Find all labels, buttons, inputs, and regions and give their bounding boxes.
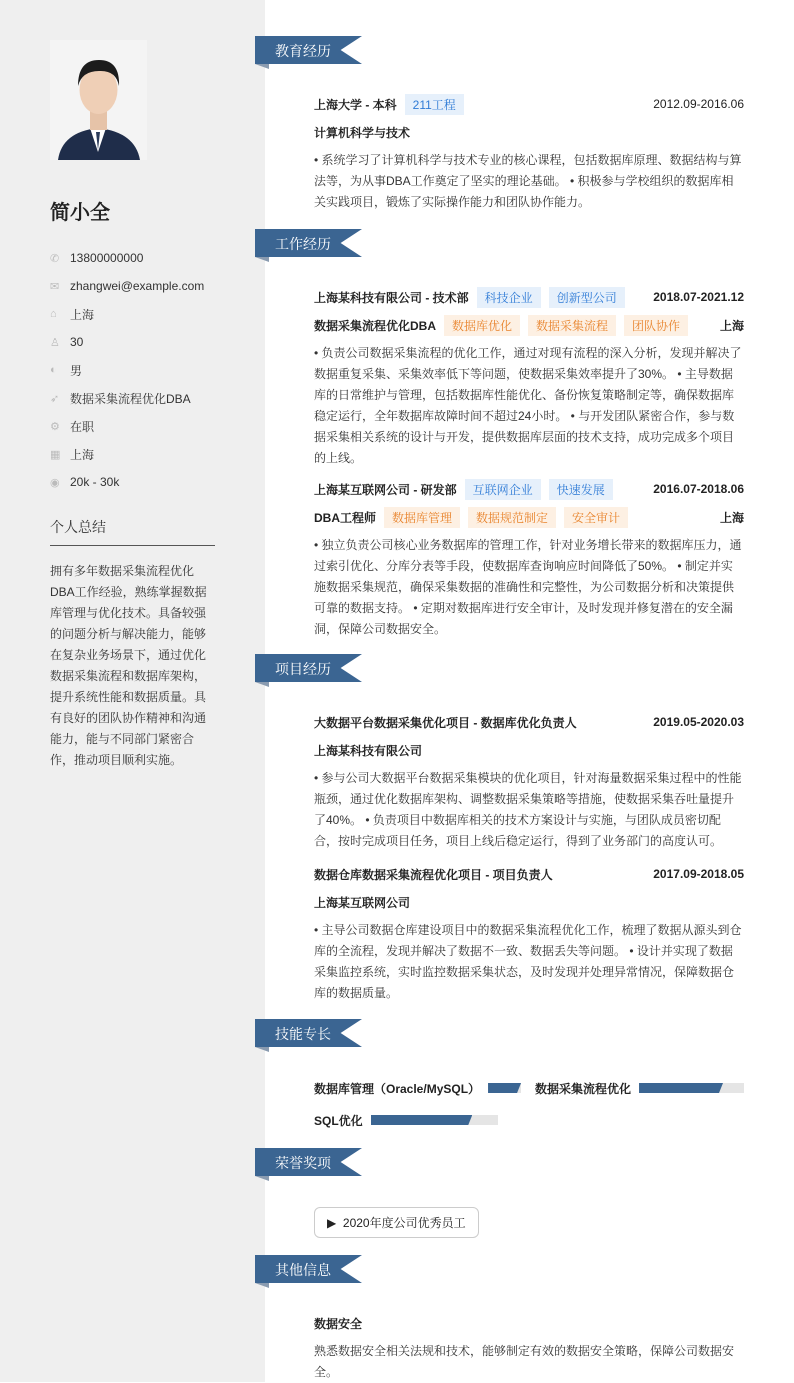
skill-bar-fill: [488, 1083, 521, 1093]
company: 上海某互联网公司 - 研发部: [314, 482, 457, 497]
age: 30: [70, 335, 84, 349]
sidebar: [0, 0, 265, 1382]
other-entry: [314, 1309, 744, 1383]
skill-tag: 数据库优化: [444, 315, 520, 336]
candidate-name: 简小全: [50, 202, 110, 224]
company-tag: 创新型公司: [549, 287, 625, 308]
major: 计算机科学与技术: [314, 125, 411, 140]
project-company: 上海某科技有限公司: [314, 743, 423, 758]
section-title: 工作经历: [275, 236, 331, 252]
salary: 20k - 30k: [70, 475, 120, 489]
section-header-skills: [255, 1019, 362, 1047]
project-company: 上海某互联网公司: [314, 895, 411, 910]
contact-info: [50, 244, 220, 496]
skill-bar: [639, 1083, 744, 1093]
home-icon: ⌂: [50, 308, 57, 320]
project-title: 数据仓库数据采集流程优化项目 - 项目负责人: [314, 867, 553, 882]
position: 数据采集流程优化DBA: [70, 391, 191, 406]
gender: 男: [70, 363, 83, 378]
summary-title: 个人总结: [50, 517, 215, 546]
company: 上海某科技有限公司 - 技术部: [314, 290, 469, 305]
gender-icon: ◐: [50, 364, 57, 376]
role: 数据采集流程优化DBA: [314, 318, 436, 333]
email: zhangwei@example.com: [70, 279, 205, 293]
phone: 13800000000: [70, 251, 144, 265]
project-desc: • 主导公司数据仓库建设项目中的数据采集流程优化工作，梳理了数据从源头到仓库的全流程，发现并解决了数据不一致、数据丢失等问题。 • 设计并实现了数据采集监控系统，实时监控数据采集状态，及时发现并处理异常情况，保障数据仓库的数据质量。: [314, 923, 742, 1000]
project-entry: [314, 860, 744, 1004]
work-city: 上海: [719, 510, 744, 525]
skill-name: SQL优化: [314, 1113, 363, 1128]
work-date: 2016.07-2018.06: [653, 482, 744, 496]
skill-tag: 数据库管理: [384, 507, 460, 528]
section-header-project: [255, 654, 362, 682]
avatar-photo: [50, 40, 147, 160]
skill-bar-fill: [639, 1083, 723, 1093]
section-title: 技能专长: [275, 1026, 331, 1042]
project-title: 大数据平台数据采集优化项目 - 数据库优化负责人: [314, 715, 577, 730]
section-title: 教育经历: [275, 43, 331, 59]
work-desc: • 独立负责公司核心业务数据库的管理工作，针对业务增长带来的数据库压力，通过索引优化、分库分表等手段，使数据库查询响应时间降低了50%。 • 制定并实施数据采集规范，确保采集数据的准确性和完整性，为公司数据分析和决策提供可靠的数据支持。 • 定期对数据库进行安全审计，及时发现并修复潜在的安全漏洞，保障公司数据安全。: [314, 538, 742, 636]
school: 上海大学 - 本科: [314, 97, 397, 112]
project-date: 2019.05-2020.03: [653, 715, 744, 729]
education-date: 2012.09-2016.06: [653, 97, 744, 111]
section-title: 项目经历: [275, 661, 331, 677]
project-desc: • 参与公司大数据平台数据采集模块的优化项目，针对海量数据采集过程中的性能瓶颈，通过优化数据库架构、调整数据采集策略等措施，使数据采集吞吐量提升了40%。 • 负责项目中数据库相关的技术方案设计与实施，与团队成员密切配合，按时完成项目任务，项目上线后稳定运行，得到了业务部门的高度认可。: [314, 771, 742, 848]
phone-icon: ✆: [50, 252, 60, 265]
section-title: 荣誉奖项: [275, 1155, 331, 1171]
role: DBA工程师: [314, 510, 376, 525]
project-date: 2017.09-2018.05: [653, 867, 744, 881]
work-entry: [314, 475, 744, 640]
education-entry: [314, 90, 744, 213]
company-tag: 科技企业: [477, 287, 541, 308]
summary-text: 拥有多年数据采集流程优化DBA工作经验，熟练掌握数据库管理与优化技术。具备较强的问题分析与解决能力，能够在复杂业务场景下，通过优化数据采集流程和数据库架构，提升系统性能和数据质量。具有良好的团队协作精神和沟通能力，能与不同部门紧密合作，推动项目顺利实施。: [50, 564, 207, 767]
skill-tag: 数据采集流程: [528, 315, 616, 336]
age-icon: ♙: [50, 336, 60, 349]
send-icon: ➶: [50, 392, 60, 405]
skill-tag: 安全审计: [564, 507, 628, 528]
section-title: 其他信息: [275, 1262, 331, 1278]
education-desc: • 系统学习了计算机科学与技术专业的核心课程，包括数据库原理、数据结构与算法等，为从事DBA工作奠定了坚实的理论基础。 • 积极参与学校组织的数据库相关实践项目，锻炼了实际操作能力和团队协作能力。: [314, 153, 742, 209]
skill-tag: 团队协作: [624, 315, 688, 336]
skill-bar-fill: [371, 1115, 473, 1125]
skill-name: 数据库管理（Oracle/MySQL）: [314, 1081, 481, 1096]
location: 上海: [70, 307, 95, 322]
work-city: 上海: [719, 318, 744, 333]
status-icon: ⚙: [50, 420, 60, 433]
company-tag: 互联网企业: [465, 479, 541, 500]
skill-bar: [488, 1083, 521, 1093]
other-title: 数据安全: [314, 1316, 363, 1331]
skill-bar: [371, 1115, 498, 1125]
building-icon: ▦: [50, 448, 61, 461]
skill-item: [314, 1110, 498, 1130]
project-entry: [314, 708, 744, 852]
skill-tag: 数据规范制定: [468, 507, 556, 528]
award-label: 2020年度公司优秀员工: [342, 1216, 466, 1230]
section-header-education: [255, 36, 362, 64]
company-tag: 快速发展: [549, 479, 613, 500]
email-icon: ✉: [50, 280, 60, 293]
status: 在职: [70, 419, 95, 434]
work-date: 2018.07-2021.12: [653, 290, 744, 304]
play-triangle-icon: ▶: [327, 1216, 337, 1230]
award-item[interactable]: [314, 1207, 479, 1238]
skill-name: 数据采集流程优化: [535, 1081, 632, 1096]
salary-icon: ◉: [50, 476, 60, 489]
section-header-other: [255, 1255, 362, 1283]
section-header-work: [255, 229, 362, 257]
skill-item: [535, 1078, 744, 1098]
school-tag: 211工程: [405, 94, 464, 115]
city: 上海: [70, 447, 95, 462]
skill-item: [314, 1078, 521, 1098]
work-desc: • 负责公司数据采集流程的优化工作，通过对现有流程的深入分析，发现并解决了数据重复采集、采集效率低下等问题，使数据采集效率提升了30%。 • 主导数据库的日常维护与管理，包括数据库性能优化、备份恢复策略制定等，确保数据库稳定运行，全年数据库故障时间不超过24小时。 • 与开发团队紧密合作，参与数据采集相关系统的设计与开发，提供数据库层面的技术支持，成功完成多个项目的上线。: [314, 346, 742, 465]
work-entry: [314, 283, 744, 469]
section-header-awards: [255, 1148, 362, 1176]
other-desc: 熟悉数据安全相关法规和技术，能够制定有效的数据安全策略，保障公司数据安全。: [314, 1344, 735, 1379]
